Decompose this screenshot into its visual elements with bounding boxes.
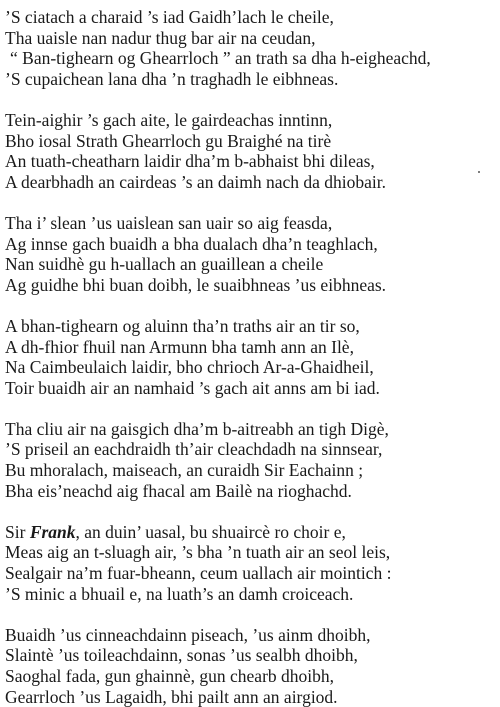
stanza-4 [0, 316, 500, 398]
verse-line: Ag innse gach buaidh a bha dualach dha’n teaghlach, [5, 233, 378, 254]
verse-line: Gearrloch ’us Lagaidh, bhi pailt ann an airgiod. [5, 686, 338, 707]
stanza-6 [0, 522, 500, 604]
verse-line: ’S minic a bhuail e, na luath’s an damh croiceach. [5, 583, 354, 604]
verse-line: Tein-aighir ’s gach aite, le gairdeachas inntinn, [5, 109, 333, 130]
stanza-5 [0, 419, 500, 501]
verse-line: Tha cliu air na gaisgich dha’m b-aitreabh an tigh Digè, [5, 418, 389, 439]
verse-line: A dearbhadh an cairdeas ’s an daimh nach da dhiobair. [5, 171, 386, 192]
emphasized-name: Frank [29, 521, 76, 542]
verse-line: Nan suidhè gu h-uallach an guaillean a cheile [5, 254, 324, 275]
verse-line: Ag guidhe bhi buan doibh, le suaibhneas ’us eibhneas. [5, 274, 387, 295]
verse-line: Toir buaidh air an namhaid ’s gach ait anns am bi iad. [5, 377, 380, 398]
stanza-1 [0, 7, 500, 89]
verse-line: Slaintè ’us toileachdainn, sonas ’us sealbh dhoibh, [5, 645, 358, 666]
verse-line: Meas aig an t-sluagh air, ’s bha ’n tuath air an seol leis, [5, 542, 391, 563]
verse-line: A dh-fhior fhuil nan Armunn bha tamh ann an Ilè, [5, 336, 354, 357]
verse-line: A bhan-tighearn og aluinn tha’n traths air an tir so, [5, 315, 360, 336]
verse-line: Saoghal fada, gun ghainnè, gun chearb dhoibh, [5, 666, 335, 686]
verse-line: Tha i’ slean ’us uaislean san uair so aig feasda, [5, 212, 333, 233]
verse-line: Buaidh ’us cinneachdainn piseach, ’us ainm dhoibh, [5, 624, 371, 645]
verse-line [0, 522, 500, 543]
verse-line: ’S cupaichean lana dha ’n traghadh le eibhneas. [5, 68, 339, 89]
verse-line: Bho iosal Strath Ghearrloch gu Braighé na tirè [5, 130, 332, 151]
stanza-7 [0, 625, 500, 707]
stanza-2 [0, 110, 500, 192]
verse-line: An tuath-cheatharn laidir dha’m b-abhaist bhi dileas, [5, 151, 375, 172]
print-speck [478, 171, 480, 173]
verse-line: ’S ciatach a charaid ’s iad Gaidh’lach le cheile, [5, 7, 334, 27]
verse-line: ’S priseil an eachdraidh th’air cleachdadh na sinnsear, [5, 439, 383, 460]
verse-line: Sealgair na’m fuar-bheann, ceum uallach air mointich : [5, 563, 392, 584]
line-suffix: , an duin’ uasal, bu shuaircè ro choir e, [75, 521, 346, 542]
verse-line: Bu mhoralach, maiseach, an curaidh Sir Eachainn ; [5, 460, 364, 481]
stanza-3 [0, 213, 500, 295]
verse-line: “ Ban-tighearn og Ghearrloch ” an trath sa dha h-eigheachd, [10, 48, 431, 69]
verse-line: Bha eis’neachd aig fhacal am Bailè na rioghachd. [5, 480, 352, 501]
line-prefix: Sir [5, 521, 30, 542]
verse-line: Na Caimbeulaich laidir, bho chrioch Ar-a-Ghaidheil, [5, 357, 374, 378]
verse-line: Tha uaisle nan nadur thug bar air na ceudan, [5, 27, 316, 48]
